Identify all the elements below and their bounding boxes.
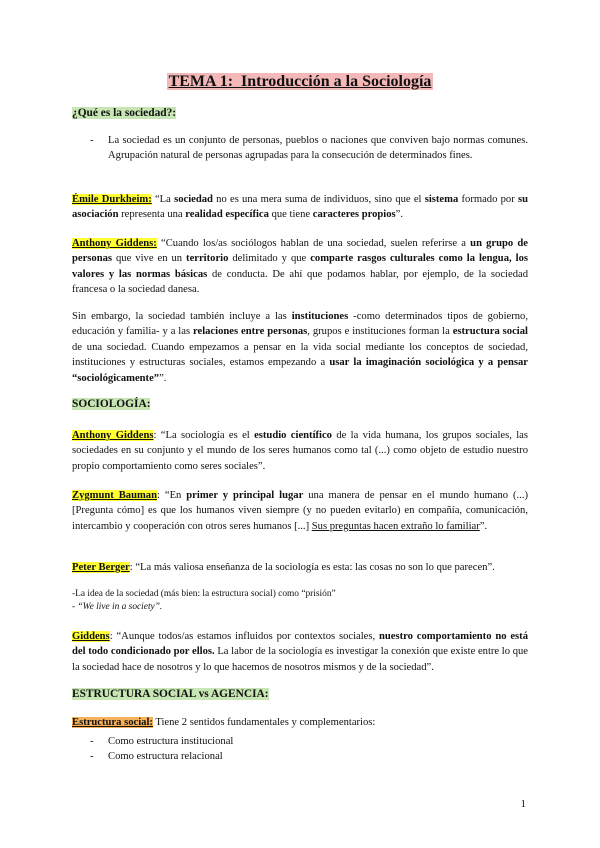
estructura-social-definition: Estructura social: Tiene 2 sentidos fundamentales y complementarios: bbox=[72, 717, 376, 728]
list-item: - Como estructura institucional bbox=[72, 734, 528, 749]
author-name: Anthony Giddens bbox=[72, 430, 154, 441]
term-label: Estructura social: bbox=[72, 717, 153, 728]
institutions-paragraph: Sin embargo, la sociedad también incluye a las instituciones -como determinados tipos de gobierno, educación y familia- y a las relaciones entre personas, grupos e instituciones forman la estructura social de una sociedad. Cuando empezamos a pensar en la vida social mediante los conceptos de sociedad, instituciones y estructuras sociales, estamos empezando a usar la imaginación sociológica y a pensar “sociológicamente””. bbox=[72, 311, 528, 384]
estructura-list bbox=[72, 734, 528, 765]
note-society: - “We live in a society”. bbox=[72, 602, 163, 612]
giddens-society-quote: Anthony Giddens: “Cuando los/as sociólogos hablan de una sociedad, suelen referirse a un grupo de personas que vive en un territorio delimitado y que comparte rasgos culturales como la lengua, los valores y las normas básicas de conducta. De ahí que podamos hablar, por ejemplo, de la sociedad francesa o la sociedad danesa. bbox=[72, 238, 528, 296]
giddens-sociology-quote: Anthony Giddens: “La sociología es el estudio científico de la vida humana, los grupos sociales, las sociedades en su conjunto y el mundo de los seres humanos como tal (...) como objeto de estudio nuestro propio comportamiento como seres sociales”. bbox=[72, 430, 528, 472]
giddens-agency-quote: Giddens: “Aunque todos/as estamos influidos por contextos sociales, nuestro comportamiento no está del todo condicionado por ellos. La labor de la sociología es investigar la conexión que existe entre lo que la sociedad hace de nosotros y lo que hacemos de nosotros mismos y de la sociedad”. bbox=[72, 631, 529, 673]
notes bbox=[72, 588, 528, 614]
section-heading-society: ¿Qué es la sociedad?: bbox=[72, 107, 177, 119]
author-name: Giddens bbox=[72, 631, 110, 642]
durkheim-quote: Émile Durkheim: “La sociedad no es una mera suma de individuos, sino que el sistema formado por su asociación representa una realidad específica que tiene caracteres propios”. bbox=[72, 194, 528, 221]
society-definition-list bbox=[72, 133, 528, 164]
section-heading-estructura: ESTRUCTURA SOCIAL vs AGENCIA: bbox=[72, 688, 269, 700]
page-number: 1 bbox=[520, 798, 526, 810]
author-name: Émile Durkheim: bbox=[72, 194, 152, 205]
page-title: TEMA 1: Introducción a la Sociología bbox=[168, 73, 432, 90]
list-item: - La sociedad es un conjunto de personas, pueblos o naciones que conviven bajo normas comunes. Agrupación natural de personas agrupadas para la consecución de determinados fines. bbox=[72, 133, 528, 164]
note-prison: -La idea de la sociedad (más bien: la estructura social) como “prisión” bbox=[72, 589, 336, 599]
list-item: - Como estructura relacional bbox=[72, 749, 528, 764]
author-name: Zygmunt Bauman bbox=[72, 490, 157, 501]
author-name: Anthony Giddens: bbox=[72, 238, 157, 249]
bauman-quote: Zygmunt Bauman: “En primer y principal lugar una manera de pensar en el mundo humano (...) [Pregunta cómo] es que los humanos viven siempre (y no pueden evitarlo) en compañía, comunicación, intercambio y cooperación con otros seres humanos [...] Sus preguntas hacen extraño lo familiar”. bbox=[72, 490, 528, 532]
author-name: Peter Berger bbox=[72, 562, 130, 573]
berger-quote: Peter Berger: “La más valiosa enseñanza de la sociología es esta: las cosas no son lo que parecen”. bbox=[72, 562, 495, 573]
section-heading-sociologia: SOCIOLOGÍA: bbox=[72, 398, 151, 410]
